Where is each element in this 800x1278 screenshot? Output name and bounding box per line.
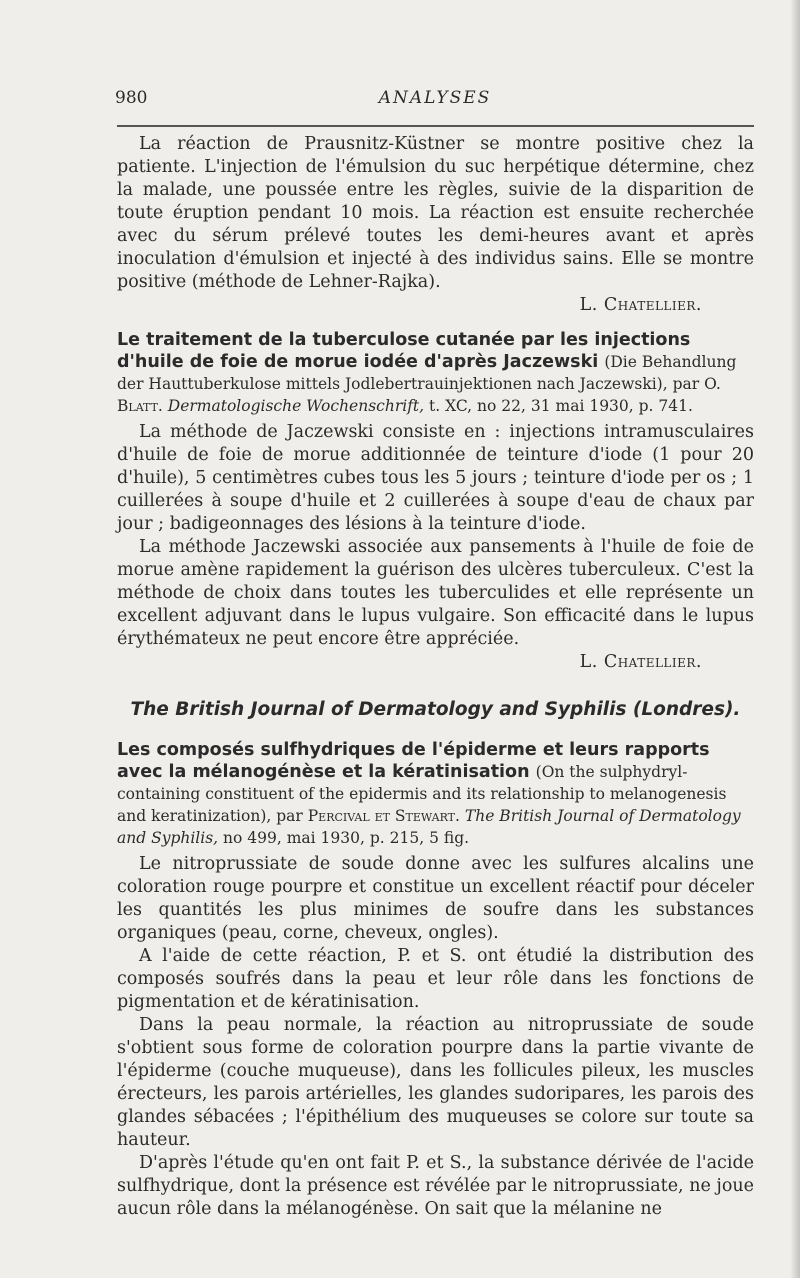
running-head: ANALYSES (378, 88, 492, 108)
reference-journal: Dermatologische Wochenschrift, (167, 397, 425, 415)
article-paragraph: La méthode de Jaczewski consiste en : injections intramusculaires d'huile de foie de morue additionnée de teinture d'iode (1 pour 20 d'huile), 5 centimètres cubes tous les 5 jours ; teinture d'iode per os ; 1 cuillerées à soupe d'huile et 2 cuillerées à soupe d'eau de chaux par jour ; badigeonnages des lésions à la teinture d'iode. (117, 422, 754, 534)
article-title-text: Le traitement de la tuberculose cutanée par les injections d'huile de foie de morue iodée d'après Jaczewski (117, 330, 691, 372)
signature: L. Chatellier. (579, 295, 702, 315)
article-title-text: Les composés sulfhydriques de l'épiderme et leurs rapports avec la mélanogénèse et la kératinisation (117, 740, 710, 782)
journal-heading: The British Journal of Dermatology and Syphilis (Londres). (130, 699, 741, 720)
article-paragraph: D'après l'étude qu'en ont fait P. et S., la substance dérivée de l'acide sulfhydrique, dont la présence est révélée par le nitroprussiate, ne joue aucun rôle dans la mélanogénèse. On sait que la mélanine ne (117, 1153, 754, 1219)
reference-author: Blatt. (117, 397, 163, 415)
reference-original-title: (On the sulphydryl-containing constituent of the epidermis and its relationship to melanogenesis and keratinization), par (117, 763, 727, 825)
reference-details: t. XC, no 22, 31 mai 1930, p. 741. (429, 397, 693, 415)
article-paragraph: A l'aide de cette réaction, P. et S. ont étudié la distribution des composés soufrés dans la peau et leur rôle dans les fonctions de pigmentation et de kératinisation. (117, 946, 754, 1012)
article-paragraph: La méthode Jaczewski associée aux pansements à l'huile de foie de morue amène rapidement la guérison des ulcères tuberculeux. C'est la méthode de choix dans toutes les tuberculides et elle représente un excellent adjuvant dans le lupus vulgaire. Son efficacité dans le lupus érythémateux ne peut encore être appréciée. (117, 537, 754, 649)
page-number: 980 (115, 88, 148, 108)
article-title (117, 739, 754, 849)
signature: L. Chatellier. (579, 652, 702, 672)
page-edge-shadow (790, 0, 800, 1278)
reference-journal: The British Journal of Dermatology and Syphilis, (117, 807, 741, 847)
reference-details: no 499, mai 1930, p. 215, 5 fig. (223, 829, 470, 847)
reference-original-title: (Die Behandlung der Hauttuberkulose mittels Jodlebertrauinjektionen nach Jaczewski), par O. (117, 353, 737, 393)
article-paragraph: Le nitroprussiate de soude donne avec les sulfures alcalins une coloration rouge pourpre et constitue un excellent réactif pour déceler les quantités les plus minimes de soufre dans les substances organiques (peau, corne, cheveux, ongles). (117, 854, 754, 943)
article-title (117, 329, 754, 417)
article-paragraph: Dans la peau normale, la réaction au nitroprussiate de soude s'obtient sous forme de coloration pourpre dans la partie vivante de l'épiderme (couche muqueuse), dans les follicules pileux, les muscles érecteurs, les parois artérielles, les glandes sudoripares, les parois des glandes sébacées ; l'épithélium des muqueuses se colore sur toute sa hauteur. (117, 1015, 754, 1150)
page-header (115, 88, 755, 112)
page-body (117, 133, 754, 1221)
reference-authors: Percival et Stewart. (307, 807, 460, 825)
continuation-paragraph: La réaction de Prausnitz-Küstner se montre positive chez la patiente. L'injection de l'émulsion du suc herpétique détermine, chez la malade, une poussée entre les règles, suivie de la disparition de toute éruption pendant 10 mois. La réaction est ensuite recherchée avec du sérum prélevé toutes les demi-heures avant et après inoculation d'émulsion et injecté à des individus sains. Elle se montre positive (méthode de Lehner-Rajka). (117, 134, 754, 292)
header-rule (117, 125, 754, 127)
